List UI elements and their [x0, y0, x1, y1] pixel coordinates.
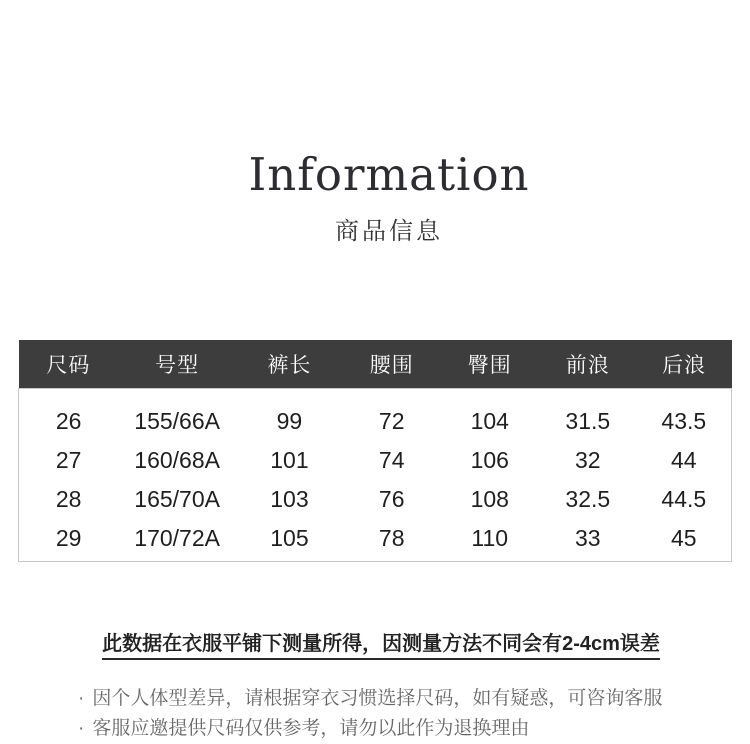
table-row: [19, 519, 732, 562]
column-header: 腰围: [343, 340, 441, 389]
table-cell: 170/72A: [134, 525, 220, 551]
table-cell: 32: [574, 447, 601, 473]
column-header: 后浪: [637, 340, 732, 389]
table-cell: 165/70A: [134, 486, 220, 512]
table-cell: 28: [55, 486, 82, 512]
bullet-icon: ·: [78, 718, 85, 739]
table-cell: 110: [471, 525, 509, 551]
column-header: 臀围: [441, 340, 539, 389]
bullet-icon: ·: [78, 688, 85, 709]
table-cell: 32.5: [565, 486, 611, 512]
table-cell: 29: [55, 525, 82, 551]
table-cell: 33: [574, 525, 601, 551]
tip-row: [78, 684, 718, 714]
table-cell: 155/66A: [134, 408, 220, 434]
measurement-note: [0, 627, 750, 656]
tip-text: 客服应邀提供尺码仅供参考，请勿以此作为退换理由: [92, 718, 530, 739]
table-cell: 43.5: [661, 408, 707, 434]
table-cell: 103: [270, 486, 309, 512]
column-header: 号型: [118, 340, 236, 389]
table-row: [19, 480, 732, 519]
table-row: [19, 441, 732, 480]
page-title: Information: [248, 148, 530, 201]
table-cell: 72: [378, 408, 405, 434]
table-cell: 104: [470, 408, 509, 434]
title-block: [0, 148, 750, 246]
page-subtitle: 商品信息: [335, 218, 443, 245]
tips-list: [78, 684, 718, 744]
table-cell: 26: [55, 408, 82, 434]
table-cell: 31.5: [565, 408, 611, 434]
measurement-note-text: 此数据在衣服平铺下测量所得，因测量方法不同会有2-4cm误差: [102, 633, 660, 660]
table-cell: 44.5: [661, 486, 707, 512]
table-cell: 76: [378, 486, 405, 512]
table-cell: 101: [270, 447, 309, 473]
table-cell: 27: [55, 447, 82, 473]
size-table-header-row: [19, 340, 732, 389]
tip-row: [78, 714, 718, 744]
table-cell: 108: [470, 486, 509, 512]
table-cell: 99: [276, 408, 303, 434]
table-cell: 78: [378, 525, 405, 551]
table-cell: 44: [671, 447, 697, 473]
table-cell: 106: [470, 447, 509, 473]
column-header: 裤长: [236, 340, 343, 389]
table-cell: 45: [671, 525, 697, 551]
table-cell: 74: [378, 447, 405, 473]
size-table: [18, 340, 732, 562]
table-cell: 105: [270, 525, 309, 551]
table-cell: 160/68A: [134, 447, 220, 473]
column-header: 前浪: [539, 340, 637, 389]
table-row: [19, 389, 732, 442]
tip-text: 因个人体型差异，请根据穿衣习惯选择尺码，如有疑惑，可咨询客服: [92, 688, 663, 709]
column-header: 尺码: [19, 340, 119, 389]
